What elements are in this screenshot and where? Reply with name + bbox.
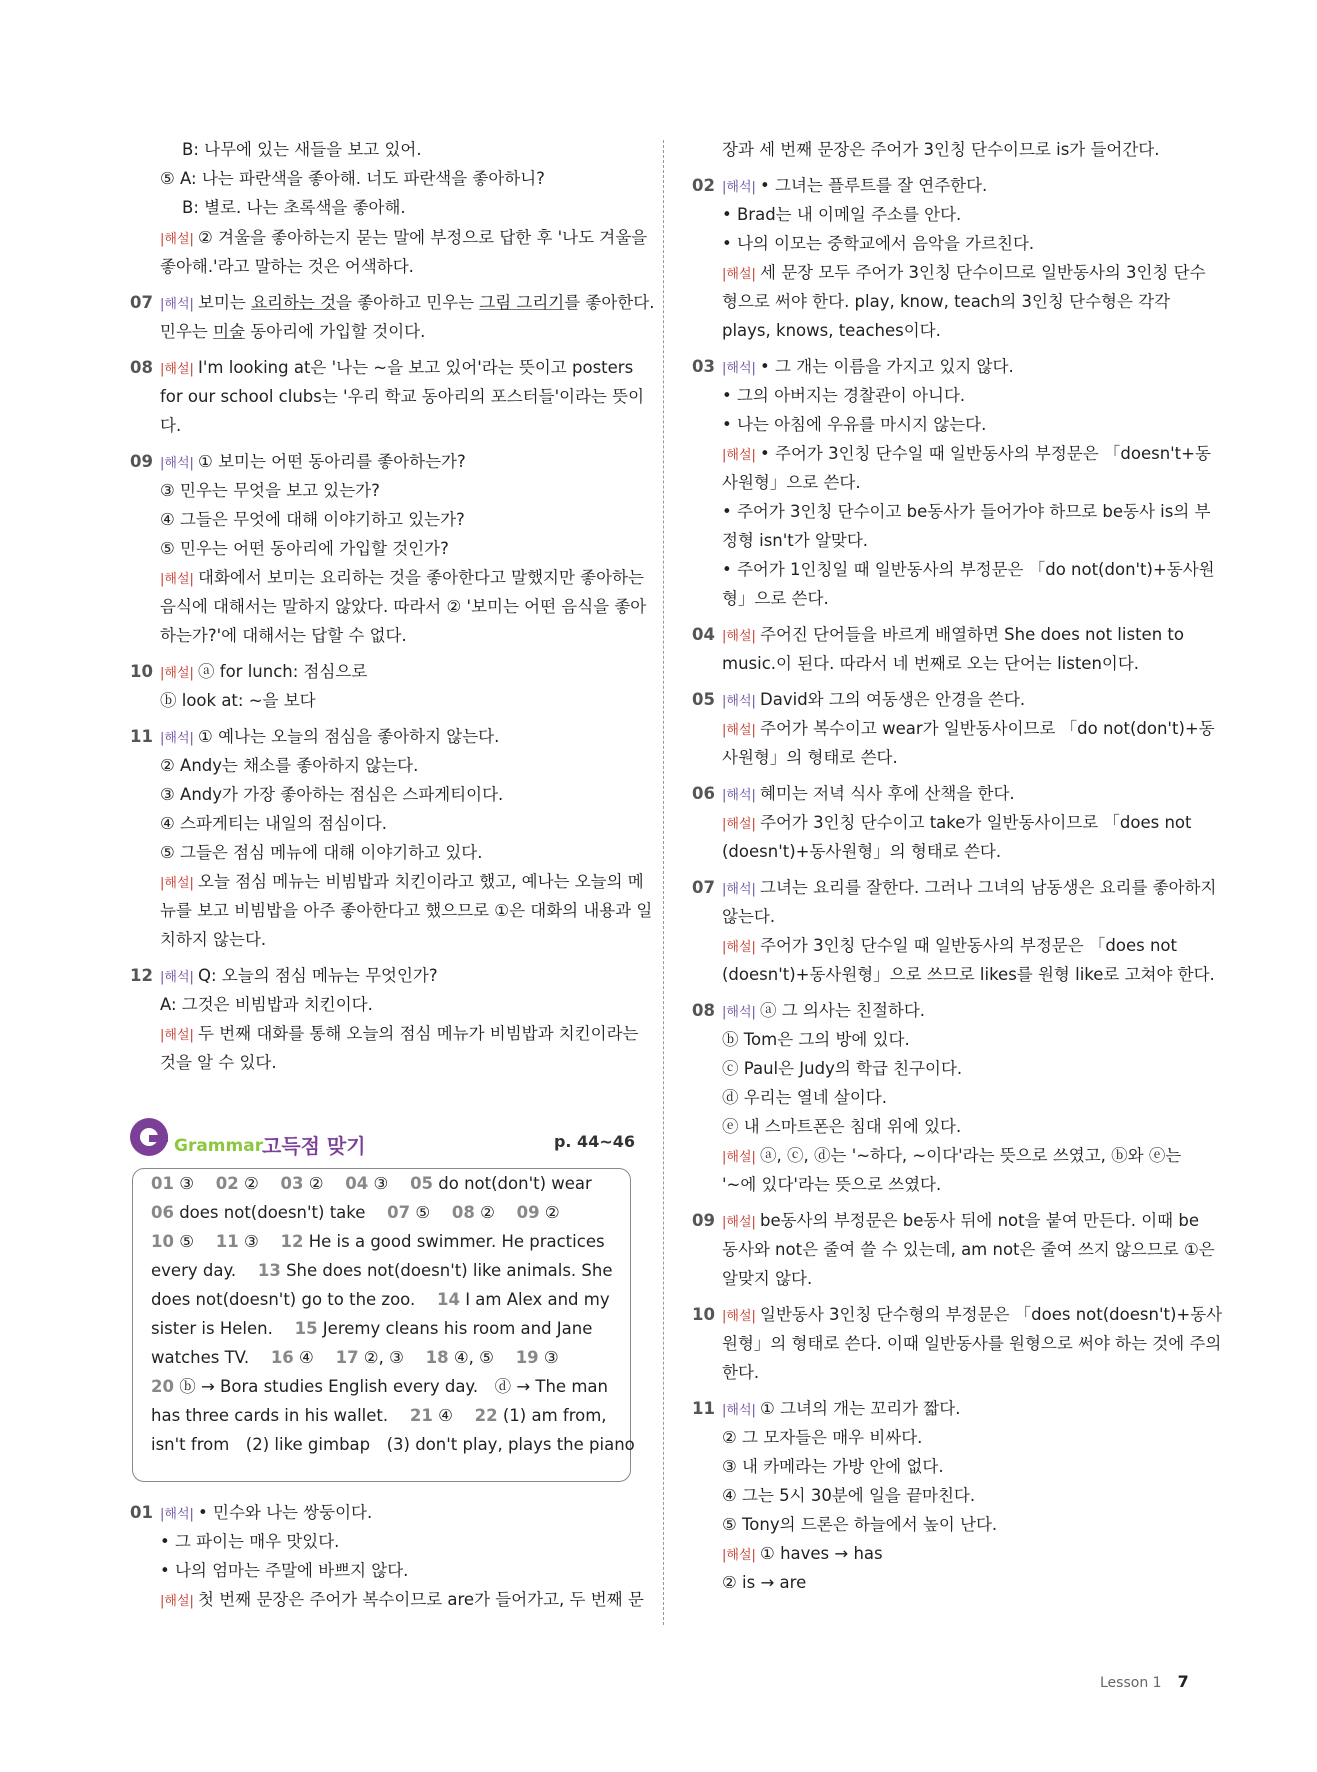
question-number: 07 (130, 293, 153, 312)
line-text: • 나의 엄마는 주말에 바쁘지 않다. (160, 1561, 409, 1580)
question-line: 09 |해석| ① 보미는 어떤 동아리를 좋아하는가? (130, 452, 466, 471)
question-line: 09 |해설| be동사의 부정문은 be동사 뒤에 not을 붙여 만든다. 이때 be (692, 1211, 1199, 1230)
line-text: ⓒ Paul은 Judy의 학급 친구이다. (722, 1059, 963, 1078)
line-text: ③ 내 카메라는 가방 안에 없다. (722, 1457, 944, 1476)
label-badge: 해설 (726, 723, 752, 738)
page-footer (1100, 1672, 1189, 1691)
text-line: |해설| 세 문장 모두 주어가 3인칭 단수이므로 일반동사의 3인칭 단수 (722, 263, 1206, 282)
text-line: |해설| 첫 번째 문장은 주어가 복수이므로 are가 들어가고, 두 번째 문 (160, 1590, 644, 1609)
line-text: 알맞지 않다. (722, 1269, 813, 1288)
text-line (692, 560, 1215, 580)
line-text: 주어가 3인칭 단수일 때 일반동사의 부정문은 「does not (760, 936, 1177, 955)
text-line: |해설| 주어가 3인칭 단수이고 take가 일반동사이므로 「does not (722, 813, 1192, 832)
question-number: 10 (130, 662, 153, 681)
text-line (130, 691, 316, 711)
line-text: 혜미는 저녁 식사 후에 산책을 한다. (760, 784, 1015, 803)
label-badge: 해석 (726, 1005, 752, 1020)
label-badge: 해설 (726, 1309, 752, 1324)
line-text: 사원형」의 형태로 쓴다. (722, 748, 898, 767)
line-text: 사원형」으로 쓴다. (722, 473, 861, 492)
line-text: 주어진 단어들을 바르게 배열하면 She does not listen to (760, 625, 1184, 644)
question-number: 11 (692, 1399, 715, 1418)
question-line: 07 |해석| 그녀는 요리를 잘한다. 그러나 그녀의 남동생은 요리를 좋아하지 (692, 878, 1217, 897)
answer-line: isn't from (2) like gimbap (3) don't play, plays the piano (151, 1435, 635, 1454)
text-line (130, 843, 482, 863)
line-text: ⓑ look at: ~을 보다 (160, 691, 316, 710)
question-line: 12 |해석| Q: 오늘의 점심 메뉴는 무엇인가? (130, 966, 438, 985)
question-line: 11 |해석| ① 그녀의 개는 꼬리가 짧다. (692, 1399, 961, 1418)
line-text: • 그 개는 이름을 가지고 있지 않다. (760, 357, 1014, 376)
line-text: B: 나무에 있는 새들을 보고 있어. (182, 140, 422, 159)
line-text: ⓐ, ⓒ, ⓓ는 '~하다, ~이다'라는 뜻으로 쓰였고, ⓑ와 ⓔ는 (760, 1146, 1182, 1165)
line-text: 정형 isn't가 알맞다. (722, 531, 869, 550)
text-line (692, 1334, 1221, 1354)
label-badge: 해설 (726, 1215, 752, 1230)
line-text: 첫 번째 문장은 주어가 복수이므로 are가 들어가고, 두 번째 문 (198, 1590, 644, 1609)
line-text: 하는가?'에 대해서는 답할 수 없다. (160, 626, 407, 645)
line-text: 음식에 대해서는 말하지 않았다. 따라서 ② '보미는 어떤 음식을 좋아 (160, 597, 647, 616)
text-line: |해설| 주어가 복수이고 wear가 일반동사이므로 「do not(don't)+동 (722, 719, 1215, 738)
line-text: music.이 된다. 따라서 네 번째로 오는 단어는 listen이다. (722, 654, 1140, 673)
line-text: • 그녀는 플루트를 잘 연주한다. (760, 176, 988, 195)
grammar-g-logo-icon (130, 1118, 168, 1156)
answer-line: sister is Helen. 15 Jeremy cleans his room and Jane (151, 1319, 593, 1338)
line-text: ⑤ 민우는 어떤 동아리에 가입할 것인가? (160, 539, 449, 558)
question-line: 06 |해석| 혜미는 저녁 식사 후에 산책을 한다. (692, 784, 1015, 803)
line-text: • 주어가 3인칭 단수일 때 일반동사의 부정문은 「doesn't+동 (760, 444, 1211, 463)
question-number: 08 (130, 358, 153, 377)
label-badge: 해석 (726, 788, 752, 803)
text-line (692, 1486, 975, 1506)
text-line (130, 930, 266, 950)
line-text: 민우는 미술 동아리에 가입할 것이다. (160, 322, 426, 341)
question-line: 10 |해설| ⓐ for lunch: 점심으로 (130, 662, 368, 681)
text-line (692, 292, 1170, 312)
line-text: 동사와 not은 줄여 쓸 수 있는데, am not은 줄여 쓰지 않으므로 ①은 (722, 1240, 1215, 1259)
line-text: ⓑ Tom은 그의 방에 있다. (722, 1030, 910, 1049)
line-text: 다. (160, 416, 182, 435)
text-line (130, 814, 387, 834)
line-text: 대화에서 보미는 요리하는 것을 좋아한다고 말했지만 좋아하는 (198, 568, 644, 587)
text-line (692, 1269, 812, 1289)
text-line (692, 1240, 1215, 1260)
line-text: 뉴를 보고 비빔밥을 아주 좋아한다고 했으므로 ①은 대화의 내용과 일 (160, 901, 653, 920)
question-number: 10 (692, 1305, 715, 1324)
question-line: 08 |해석| ⓐ 그 의사는 친절하다. (692, 1001, 926, 1020)
label-badge: 해석 (164, 1507, 190, 1522)
question-line: 05 |해석| David와 그의 여동생은 안경을 쓴다. (692, 690, 1026, 709)
label-badge: 해석 (164, 456, 190, 471)
text-line (692, 234, 1034, 254)
label-badge: 해설 (726, 817, 752, 832)
section-title: 고득점 맞기 (262, 1134, 366, 1158)
text-line (130, 322, 425, 342)
line-text: 오늘 점심 메뉴는 비빔밥과 치킨이라고 했고, 예나는 오늘의 메 (198, 872, 644, 891)
answer-line: has three cards in his wallet. 21 ④ 22 (1) am from, (151, 1406, 607, 1425)
text-line (692, 140, 1159, 160)
text-line: |해설| 오늘 점심 메뉴는 비빔밥과 치킨이라고 했고, 예나는 오늘의 메 (160, 872, 644, 891)
line-text: 주어가 복수이고 wear가 일반동사이므로 「do not(don't)+동 (760, 719, 1215, 738)
line-text: • 주어가 3인칭 단수이고 be동사가 들어가야 하므로 be동사 is의 부 (722, 502, 1211, 521)
label-badge: 해설 (164, 666, 190, 681)
text-line (692, 1175, 941, 1195)
label-badge: 해석 (726, 882, 752, 897)
text-line (692, 1117, 961, 1137)
grammar-section-header (130, 1118, 635, 1160)
answer-line: watches TV. 16 ④ 17 ②, ③ 18 ④, ⑤ 19 ③ (151, 1348, 559, 1367)
line-text: ⑤ Tony의 드론은 하늘에서 높이 난다. (722, 1515, 998, 1534)
text-line: |해설| • 주어가 3인칭 단수일 때 일반동사의 부정문은 「doesn't+동 (722, 444, 1211, 463)
text-line (692, 1030, 910, 1050)
line-text: 원형」의 형태로 쓴다. 이때 일반동사를 원형으로 써야 하는 것에 주의 (722, 1334, 1222, 1353)
line-text: 좋아해.'라고 말하는 것은 어색하다. (160, 257, 414, 276)
text-line (130, 1532, 339, 1552)
question-number: 07 (692, 878, 715, 897)
line-text: '~에 있다'라는 뜻으로 쓰였다. (722, 1175, 942, 1194)
question-line: 04 |해설| 주어진 단어들을 바르게 배열하면 She does not listen to (692, 625, 1184, 644)
line-text: • 나의 이모는 중학교에서 음악을 가르친다. (722, 234, 1035, 253)
line-text: ⓔ 내 스마트폰은 침대 위에 있다. (722, 1117, 962, 1136)
label-badge: 해설 (164, 362, 190, 377)
label-badge: 해석 (164, 297, 190, 312)
text-line (692, 1457, 944, 1477)
label-badge: 해설 (164, 1028, 190, 1043)
text-line (130, 539, 449, 559)
answer-line: 20 ⓑ → Bora studies English every day. ⓓ → The man (151, 1377, 608, 1396)
text-line (692, 1573, 806, 1593)
label-badge: 해석 (726, 1403, 752, 1418)
text-line (130, 198, 406, 218)
text-line: |해설| ⓐ, ⓒ, ⓓ는 '~하다, ~이다'라는 뜻으로 쓰였고, ⓑ와 ⓔ는 (722, 1146, 1182, 1165)
text-line (692, 1363, 759, 1383)
line-text: 세 문장 모두 주어가 3인칭 단수이므로 일반동사의 3인칭 단수 (760, 263, 1206, 282)
line-text: • 그 파이는 매우 맛있다. (160, 1532, 340, 1551)
label-badge: 해석 (726, 694, 752, 709)
question-number: 12 (130, 966, 153, 985)
text-line (130, 481, 380, 501)
line-text: ④ 그는 5시 30분에 일을 끝마친다. (722, 1486, 976, 1505)
label-badge: 해설 (726, 940, 752, 955)
line-text: ② Andy는 채소를 좋아하지 않는다. (160, 756, 419, 775)
label-badge: 해석 (164, 970, 190, 985)
text-line (130, 510, 465, 530)
line-text: 보미는 요리하는 것을 좋아하고 민우는 그림 그리기를 좋아한다. (198, 293, 655, 312)
question-number: 08 (692, 1001, 715, 1020)
label-badge: 해설 (164, 232, 190, 247)
text-line (130, 169, 545, 189)
label-badge: 해석 (164, 731, 190, 746)
question-number: 06 (692, 784, 715, 803)
question-line: 08 |해설| I'm looking at은 '나는 ~을 보고 있어'라는 뜻이고 posters (130, 358, 634, 377)
text-line (692, 842, 1001, 862)
line-text: ② is → are (722, 1573, 807, 1592)
label-badge: 해설 (726, 1150, 752, 1165)
line-text: David와 그의 여동생은 안경을 쓴다. (760, 690, 1026, 709)
line-text: B: 별로. 나는 초록색을 좋아해. (182, 198, 406, 217)
line-text: 않는다. (722, 907, 776, 926)
line-text: A: 그것은 비빔밥과 치킨이다. (160, 995, 373, 1014)
line-text: ② 그 모자들은 매우 비싸다. (722, 1428, 923, 1447)
answer-line: 01 ③ 02 ② 03 ② 04 ③ 05 do not(don't) wear (151, 1174, 592, 1193)
label-badge: 해설 (164, 876, 190, 891)
column-divider (663, 140, 664, 1625)
text-line (130, 140, 422, 160)
text-line (130, 995, 373, 1015)
text-line: |해설| 주어가 3인칭 단수일 때 일반동사의 부정문은 「does not (722, 936, 1177, 955)
question-number: 01 (130, 1503, 153, 1522)
line-text: ⑤ A: 나는 파란색을 좋아해. 너도 파란색을 좋아하니? (160, 169, 545, 188)
line-text: ① 그녀의 개는 꼬리가 짧다. (760, 1399, 961, 1418)
lesson-label: Lesson 1 (1100, 1675, 1162, 1691)
question-number: 09 (692, 1211, 715, 1230)
text-line (130, 1561, 408, 1581)
line-text: 형」으로 쓴다. (722, 589, 829, 608)
line-text: • 그의 아버지는 경찰관이 아니다. (722, 386, 966, 405)
question-line: 10 |해설| 일반동사 3인칭 단수형의 부정문은 「does not(doesn't)+동사 (692, 1305, 1223, 1324)
label-badge: 해설 (726, 629, 752, 644)
line-text: ① 보미는 어떤 동아리를 좋아하는가? (198, 452, 466, 471)
text-line (692, 415, 986, 435)
line-text: • Brad는 내 이메일 주소를 안다. (722, 205, 962, 224)
line-text: • 민수와 나는 쌍둥이다. (198, 1503, 373, 1522)
line-text: 것을 알 수 있다. (160, 1053, 277, 1072)
text-line (692, 502, 1210, 522)
line-text: 두 번째 대화를 통해 오늘의 점심 메뉴가 비빔밥과 치킨이라는 (198, 1024, 639, 1043)
line-text: ① 예나는 오늘의 점심을 좋아하지 않는다. (198, 727, 500, 746)
line-text: ① haves → has (760, 1544, 883, 1563)
text-line: |해설| 두 번째 대화를 통해 오늘의 점심 메뉴가 비빔밥과 치킨이라는 (160, 1024, 639, 1043)
line-text: • 주어가 1인칭일 때 일반동사의 부정문은 「do not(don't)+동사원 (722, 560, 1215, 579)
line-text: (doesn't)+동사원형」의 형태로 쓴다. (722, 842, 1002, 861)
text-line (692, 205, 961, 225)
text-line (692, 654, 1139, 674)
line-text: 형으로 써야 한다. play, know, teach의 3인칭 단수형은 각각 (722, 292, 1171, 311)
text-line: |해설| ① haves → has (722, 1544, 883, 1563)
question-number: 09 (130, 452, 153, 471)
answer-line: every day. 13 She does not(doesn't) like animals. She (151, 1261, 613, 1280)
text-line (692, 965, 1215, 985)
question-line: 01 |해석| • 민수와 나는 쌍둥이다. (130, 1503, 373, 1522)
label-badge: 해설 (726, 267, 752, 282)
question-line: 03 |해석| • 그 개는 이름을 가지고 있지 않다. (692, 357, 1014, 376)
line-text: 주어가 3인칭 단수이고 take가 일반동사이므로 「does not (760, 813, 1192, 832)
answer-line: does not(doesn't) go to the zoo. 14 I am Alex and my (151, 1290, 610, 1309)
label-badge: 해설 (164, 1594, 190, 1609)
text-line (130, 901, 652, 921)
text-line: |해설| ② 겨울을 좋아하는지 묻는 말에 부정으로 답한 후 '나도 겨울을 (160, 228, 648, 247)
line-text: 장과 세 번째 문장은 주어가 3인칭 단수이므로 is가 들어간다. (722, 140, 1160, 159)
question-number: 02 (692, 176, 715, 195)
line-text: plays, knows, teaches이다. (722, 321, 941, 340)
label-badge: 해석 (726, 361, 752, 376)
page-number: 7 (1177, 1672, 1189, 1691)
question-number: 05 (692, 690, 715, 709)
line-text: ③ Andy가 가장 좋아하는 점심은 스파게티이다. (160, 785, 504, 804)
answer-line: 10 ⑤ 11 ③ 12 He is a good swimmer. He practices (151, 1232, 605, 1251)
question-line: 11 |해석| ① 예나는 오늘의 점심을 좋아하지 않는다. (130, 727, 500, 746)
line-text: I'm looking at은 '나는 ~을 보고 있어'라는 뜻이고 posters (198, 358, 634, 377)
text-line (692, 907, 775, 927)
line-text: ④ 그들은 무엇에 대해 이야기하고 있는가? (160, 510, 465, 529)
line-text: ⓐ 그 의사는 친절하다. (760, 1001, 926, 1020)
label-badge: 해설 (726, 448, 752, 463)
text-line (692, 589, 829, 609)
line-text: Q: 오늘의 점심 메뉴는 무엇인가? (198, 966, 438, 985)
line-text: 일반동사 3인칭 단수형의 부정문은 「does not(doesn't)+동사 (760, 1305, 1223, 1324)
question-number: 04 (692, 625, 715, 644)
line-text: ⓓ 우리는 열네 살이다. (722, 1088, 887, 1107)
text-line (692, 1515, 997, 1535)
text-line (692, 1088, 887, 1108)
line-text: 그녀는 요리를 잘한다. 그러나 그녀의 남동생은 요리를 좋아하지 (760, 878, 1217, 897)
line-text: for our school clubs는 '우리 학교 동아리의 포스터들'이라는 뜻이 (160, 387, 645, 406)
text-line (130, 416, 181, 436)
label-badge: 해석 (726, 180, 752, 195)
text-line (692, 1428, 922, 1448)
text-line (130, 387, 644, 407)
line-text: (doesn't)+동사원형」으로 쓰므로 likes를 원형 like로 고쳐야 한다. (722, 965, 1215, 984)
answer-line: 06 does not(doesn't) take 07 ⑤ 08 ② 09 ② (151, 1203, 560, 1222)
question-number: 03 (692, 357, 715, 376)
text-line (130, 1053, 277, 1073)
text-line: |해설| 대화에서 보미는 요리하는 것을 좋아한다고 말했지만 좋아하는 (160, 568, 644, 587)
text-line (130, 756, 418, 776)
line-text: • 나는 아침에 우유를 마시지 않는다. (722, 415, 987, 434)
question-line: 07 |해석| 보미는 요리하는 것을 좋아하고 민우는 그림 그리기를 좋아한다. (130, 293, 655, 312)
text-line (692, 748, 898, 768)
line-text: ③ 민우는 무엇을 보고 있는가? (160, 481, 380, 500)
text-line (692, 321, 941, 341)
line-text: ② 겨울을 좋아하는지 묻는 말에 부정으로 답한 후 '나도 겨울을 (198, 228, 648, 247)
line-text: ⑤ 그들은 점심 메뉴에 대해 이야기하고 있다. (160, 843, 483, 862)
grammar-label: Grammar (174, 1136, 264, 1156)
label-badge: 해설 (726, 1548, 752, 1563)
text-line (692, 473, 861, 493)
text-line (130, 257, 414, 277)
line-text: be동사의 부정문은 be동사 뒤에 not을 붙여 만든다. 이때 be (760, 1211, 1199, 1230)
text-line (692, 531, 868, 551)
question-line: 02 |해석| • 그녀는 플루트를 잘 연주한다. (692, 176, 988, 195)
label-badge: 해설 (164, 572, 190, 587)
page-range: p. 44~46 (553, 1132, 635, 1151)
line-text: ⓐ for lunch: 점심으로 (198, 662, 368, 681)
question-number: 11 (130, 727, 153, 746)
text-line (692, 1059, 962, 1079)
text-line (130, 785, 503, 805)
line-text: 한다. (722, 1363, 760, 1382)
answer-key-box (132, 1168, 635, 1482)
line-text: ④ 스파게티는 내일의 점심이다. (160, 814, 388, 833)
text-line (130, 597, 646, 617)
text-line (692, 386, 965, 406)
line-text: 치하지 않는다. (160, 930, 267, 949)
text-line (130, 626, 407, 646)
